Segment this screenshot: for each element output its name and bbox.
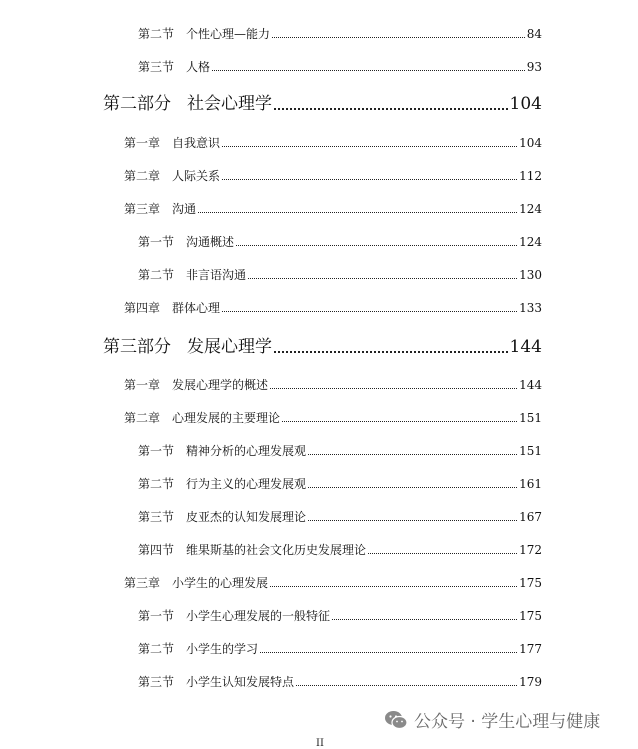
toc-entry[interactable] <box>124 576 542 590</box>
dot-leader <box>212 70 525 71</box>
dot-leader <box>274 351 508 353</box>
toc-entry[interactable] <box>124 411 542 425</box>
toc-entry-page: 151 <box>519 411 542 425</box>
watermark-text: 公众号 · 学生心理与健康 <box>414 712 601 732</box>
toc-entry-page: 124 <box>519 235 542 249</box>
dot-leader <box>274 108 508 110</box>
toc-entry-title: 皮亚杰的认知发展理论 <box>186 510 307 524</box>
toc-entry-number: 第三章 <box>124 202 161 216</box>
dot-leader <box>198 212 517 213</box>
wechat-icon <box>384 709 408 731</box>
toc-entry-page: 151 <box>519 444 542 458</box>
toc-entry-number: 第三章 <box>124 576 161 590</box>
toc-entry-page: 93 <box>526 60 542 74</box>
toc-entry-page: 112 <box>519 169 542 183</box>
toc-entry-page: 124 <box>519 202 542 216</box>
toc-entry-page: 177 <box>519 642 542 656</box>
toc-entry-title: 精神分析的心理发展观 <box>186 444 307 458</box>
toc-entry[interactable] <box>124 202 542 216</box>
toc-entry-title: 人际关系 <box>172 169 221 183</box>
toc-entry-title: 心理发展的主要理论 <box>172 411 281 425</box>
toc-entry-number: 第一节 <box>138 235 175 249</box>
toc-entry-number: 第二章 <box>124 169 161 183</box>
toc-entry-number: 第二节 <box>138 27 175 41</box>
toc-entry-number: 第二节 <box>138 642 175 656</box>
toc-entry[interactable] <box>138 60 542 74</box>
toc-entry-title: 非言语沟通 <box>186 268 247 282</box>
toc-entry-number: 第四节 <box>138 543 175 557</box>
toc-entry-title: 小学生心理发展的一般特征 <box>186 609 331 623</box>
dot-leader <box>282 421 517 422</box>
toc-entry[interactable] <box>138 235 542 249</box>
account-watermark <box>384 707 600 732</box>
toc-entry-title: 沟通 <box>172 202 197 216</box>
toc-entry-page: 179 <box>519 675 542 689</box>
toc-entry-number: 第四章 <box>124 301 161 315</box>
toc-entry-page: 84 <box>526 27 542 41</box>
toc-entry-page: 172 <box>519 543 542 557</box>
toc-entry-number: 第二节 <box>138 477 175 491</box>
toc-part-heading[interactable] <box>103 337 542 357</box>
toc-entry-title: 发展心理学 <box>187 337 272 357</box>
dot-leader <box>236 245 517 246</box>
toc-entry[interactable] <box>138 675 542 689</box>
toc-entry-title: 个性心理—能力 <box>186 27 271 41</box>
toc-entry-page: 144 <box>509 337 542 357</box>
dot-leader <box>296 685 517 686</box>
toc-entry[interactable] <box>138 642 542 656</box>
toc-entry[interactable] <box>138 444 542 458</box>
toc-entry-title: 小学生认知发展特点 <box>186 675 295 689</box>
toc-entry-page: 144 <box>519 378 542 392</box>
toc-entry-page: 167 <box>519 510 542 524</box>
toc-entry-page: 161 <box>519 477 542 491</box>
toc-entry-title: 发展心理学的概述 <box>172 378 269 392</box>
toc-entry-page: 133 <box>519 301 542 315</box>
dot-leader <box>222 179 517 180</box>
dot-leader <box>308 454 517 455</box>
toc-entry-number: 第三部分 <box>103 337 171 357</box>
dot-leader <box>270 586 517 587</box>
toc-entry-number: 第一章 <box>124 378 161 392</box>
toc-entry-title: 沟通概述 <box>186 235 235 249</box>
toc-entry-number: 第三节 <box>138 675 175 689</box>
dot-leader <box>332 619 517 620</box>
toc-entry[interactable] <box>138 543 542 557</box>
toc-entry[interactable] <box>124 169 542 183</box>
toc-entry[interactable] <box>138 477 542 491</box>
toc-entry-title: 行为主义的心理发展观 <box>186 477 307 491</box>
toc-entry[interactable] <box>124 378 542 392</box>
toc-entry-number: 第三节 <box>138 60 175 74</box>
toc-entry-title: 小学生的学习 <box>186 642 259 656</box>
toc-entry[interactable] <box>138 510 542 524</box>
dot-leader <box>248 278 517 279</box>
toc-entry-page: 104 <box>509 94 542 114</box>
toc-entry-number: 第一节 <box>138 444 175 458</box>
dot-leader <box>308 520 517 521</box>
toc-entry-title: 自我意识 <box>172 136 221 150</box>
toc-entry-number: 第一章 <box>124 136 161 150</box>
toc-part-heading[interactable] <box>103 94 542 114</box>
dot-leader <box>222 311 517 312</box>
toc-entry-title: 小学生的心理发展 <box>172 576 269 590</box>
toc-entry-number: 第一节 <box>138 609 175 623</box>
toc-entry-title: 人格 <box>186 60 211 74</box>
dot-leader <box>272 37 525 38</box>
dot-leader <box>368 553 517 554</box>
toc-entry-page: 175 <box>519 576 542 590</box>
toc-entry[interactable] <box>138 609 542 623</box>
toc-entry-title: 群体心理 <box>172 301 221 315</box>
toc-entry-title: 维果斯基的社会文化历史发展理论 <box>186 543 367 557</box>
toc-entry-page: 175 <box>519 609 542 623</box>
toc-entry-page: 130 <box>519 268 542 282</box>
dot-leader <box>260 652 517 653</box>
dot-leader <box>308 487 517 488</box>
toc-entry-number: 第二部分 <box>103 94 171 114</box>
toc-entry[interactable] <box>138 268 542 282</box>
toc-entry-number: 第三节 <box>138 510 175 524</box>
toc-entry[interactable] <box>124 136 542 150</box>
toc-entry-page: 104 <box>519 136 542 150</box>
toc-entry[interactable] <box>138 27 542 41</box>
dot-leader <box>222 146 517 147</box>
page-number-footer: II <box>316 738 324 749</box>
toc-entry-number: 第二节 <box>138 268 175 282</box>
toc-entry-title: 社会心理学 <box>187 94 272 114</box>
dot-leader <box>270 388 517 389</box>
toc-entry[interactable] <box>124 301 542 315</box>
toc-entry-number: 第二章 <box>124 411 161 425</box>
